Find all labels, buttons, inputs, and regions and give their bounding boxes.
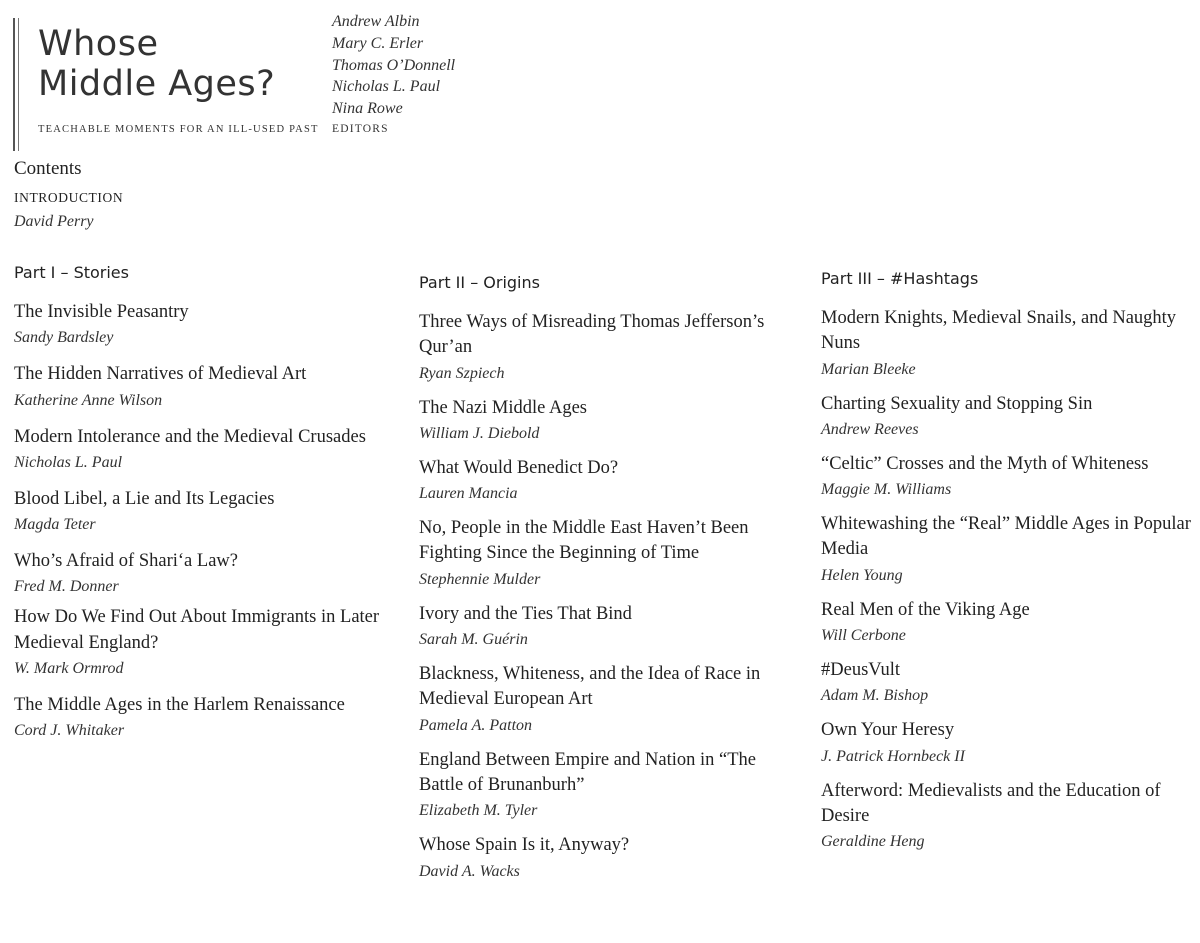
entry-author: Magda Teter <box>14 516 96 534</box>
entry-author: Sandy Bardsley <box>14 329 114 347</box>
toc-entry[interactable] <box>419 662 789 737</box>
entry-author: W. Mark Ormrod <box>14 660 124 678</box>
toc-entry[interactable] <box>821 512 1191 587</box>
contents-heading: Contents <box>14 158 82 179</box>
entry-author: Andrew Reeves <box>821 420 919 438</box>
entry-author: J. Patrick Hornbeck II <box>821 747 965 765</box>
entry-author: Cord J. Whitaker <box>14 722 125 740</box>
toc-entry[interactable] <box>821 718 1191 767</box>
entry-title: England Between Empire and Nation in “The Battle of Brunanburh” <box>419 749 757 795</box>
entry-title: #DeusVult <box>821 660 901 681</box>
entry-title: Modern Intolerance and the Medieval Crusades <box>14 426 366 447</box>
title-rule <box>13 18 15 151</box>
toc-entry[interactable] <box>419 748 789 823</box>
entry-title: Afterword: Medievalists and the Education of Desire <box>821 780 1161 826</box>
part-1-column <box>14 262 384 755</box>
editor-name: Nicholas L. Paul <box>332 78 441 96</box>
entry-author: Elizabeth M. Tyler <box>419 802 538 820</box>
toc-entry[interactable] <box>419 516 789 591</box>
toc-entry[interactable] <box>14 693 384 742</box>
entry-title: Three Ways of Misreading Thomas Jefferson’s Qur’an <box>419 312 765 358</box>
entry-title: Blackness, Whiteness, and the Idea of Race in Medieval European Art <box>419 664 761 710</box>
toc-entry[interactable] <box>419 310 789 385</box>
part-2-heading: Part II – Origins <box>419 273 540 292</box>
part-3-column <box>821 268 1191 864</box>
book-title-line-1: Whose <box>38 24 159 64</box>
toc-entry[interactable] <box>821 598 1191 647</box>
entry-title: Whitewashing the “Real” Middle Ages in Popular Media <box>821 514 1191 560</box>
toc-entry[interactable] <box>419 396 789 445</box>
entry-title: Ivory and the Ties That Bind <box>419 603 632 624</box>
entry-author: Maggie M. Williams <box>821 481 952 499</box>
editor-name: Thomas O’Donnell <box>332 56 456 74</box>
part-2-entries <box>419 310 789 883</box>
entry-title: The Invisible Peasantry <box>14 302 189 322</box>
part-1-entries <box>14 300 384 742</box>
entry-title: Own Your Heresy <box>821 720 955 741</box>
entry-title: Charting Sexuality and Stopping Sin <box>821 393 1093 414</box>
entry-author: Adam M. Bishop <box>821 687 929 705</box>
toc-entry[interactable] <box>821 779 1191 854</box>
entry-author: David A. Wacks <box>419 862 520 880</box>
toc-entry[interactable] <box>14 362 384 411</box>
entry-author: Stephennie Mulder <box>419 570 541 588</box>
entry-title: How Do We Find Out About Immigrants in Later Medieval England? <box>14 607 380 653</box>
entry-author: Helen Young <box>821 566 903 584</box>
toc-entry[interactable] <box>14 605 384 680</box>
toc-entry[interactable] <box>419 833 789 882</box>
entry-author: Fred M. Donner <box>14 578 119 596</box>
toc-entry[interactable] <box>821 658 1191 707</box>
book-title-line-2: Middle Ages? <box>38 64 276 104</box>
entry-author: Lauren Mancia <box>419 485 518 503</box>
entry-author: Will Cerbone <box>821 627 906 645</box>
toc-entry[interactable] <box>821 452 1191 501</box>
editors-block <box>332 11 455 135</box>
part-1-heading: Part I – Stories <box>14 263 129 282</box>
entry-author: Marian Bleeke <box>821 360 916 378</box>
entry-title: What Would Benedict Do? <box>419 457 619 478</box>
editor-name: Nina Rowe <box>332 100 403 118</box>
entry-author: William J. Diebold <box>419 424 540 442</box>
entry-title: The Hidden Narratives of Medieval Art <box>14 364 307 385</box>
part-3-entries <box>821 306 1191 853</box>
entry-author: Geraldine Heng <box>821 833 925 851</box>
entry-title: Blood Libel, a Lie and Its Legacies <box>14 488 275 509</box>
entry-author: Nicholas L. Paul <box>14 453 123 471</box>
editor-name: Mary C. Erler <box>332 34 424 52</box>
entry-title: The Nazi Middle Ages <box>419 397 587 418</box>
title-rule-thin <box>18 18 19 151</box>
toc-entry[interactable] <box>821 306 1191 381</box>
entry-author: Pamela A. Patton <box>419 716 533 734</box>
entry-author: Katherine Anne Wilson <box>14 391 163 409</box>
part-2-column <box>419 272 789 894</box>
toc-entry[interactable] <box>14 487 384 536</box>
entry-title: Modern Knights, Medieval Snails, and Naughty Nuns <box>821 308 1177 354</box>
book-title <box>38 24 338 104</box>
toc-entry[interactable] <box>821 392 1191 441</box>
entry-title: No, People in the Middle East Haven’t Been Fighting Since the Beginning of Time <box>419 518 749 564</box>
editors-label: EDITORS <box>332 122 389 135</box>
entry-title: Who’s Afraid of Shari‘a Law? <box>14 551 238 572</box>
toc-entry[interactable] <box>14 300 384 349</box>
toc-entry[interactable] <box>419 456 789 505</box>
entry-title: Real Men of the Viking Age <box>821 599 1030 620</box>
introduction-label: INTRODUCTION <box>14 190 124 205</box>
book-subtitle: TEACHABLE MOMENTS FOR AN ILL-USED PAST <box>38 124 319 135</box>
entry-title: Whose Spain Is it, Anyway? <box>419 835 630 856</box>
entry-author: Sarah M. Guérin <box>419 631 528 649</box>
part-3-heading: Part III – #Hashtags <box>821 269 979 288</box>
entry-title: The Middle Ages in the Harlem Renaissance <box>14 695 345 716</box>
entry-title: “Celtic” Crosses and the Myth of Whiteness <box>821 453 1149 474</box>
editor-name: Andrew Albin <box>332 13 420 30</box>
toc-entry[interactable] <box>14 549 384 598</box>
introduction-author: David Perry <box>14 213 94 230</box>
entry-author: Ryan Szpiech <box>419 364 505 382</box>
toc-entry[interactable] <box>14 425 384 474</box>
toc-entry[interactable] <box>419 602 789 651</box>
